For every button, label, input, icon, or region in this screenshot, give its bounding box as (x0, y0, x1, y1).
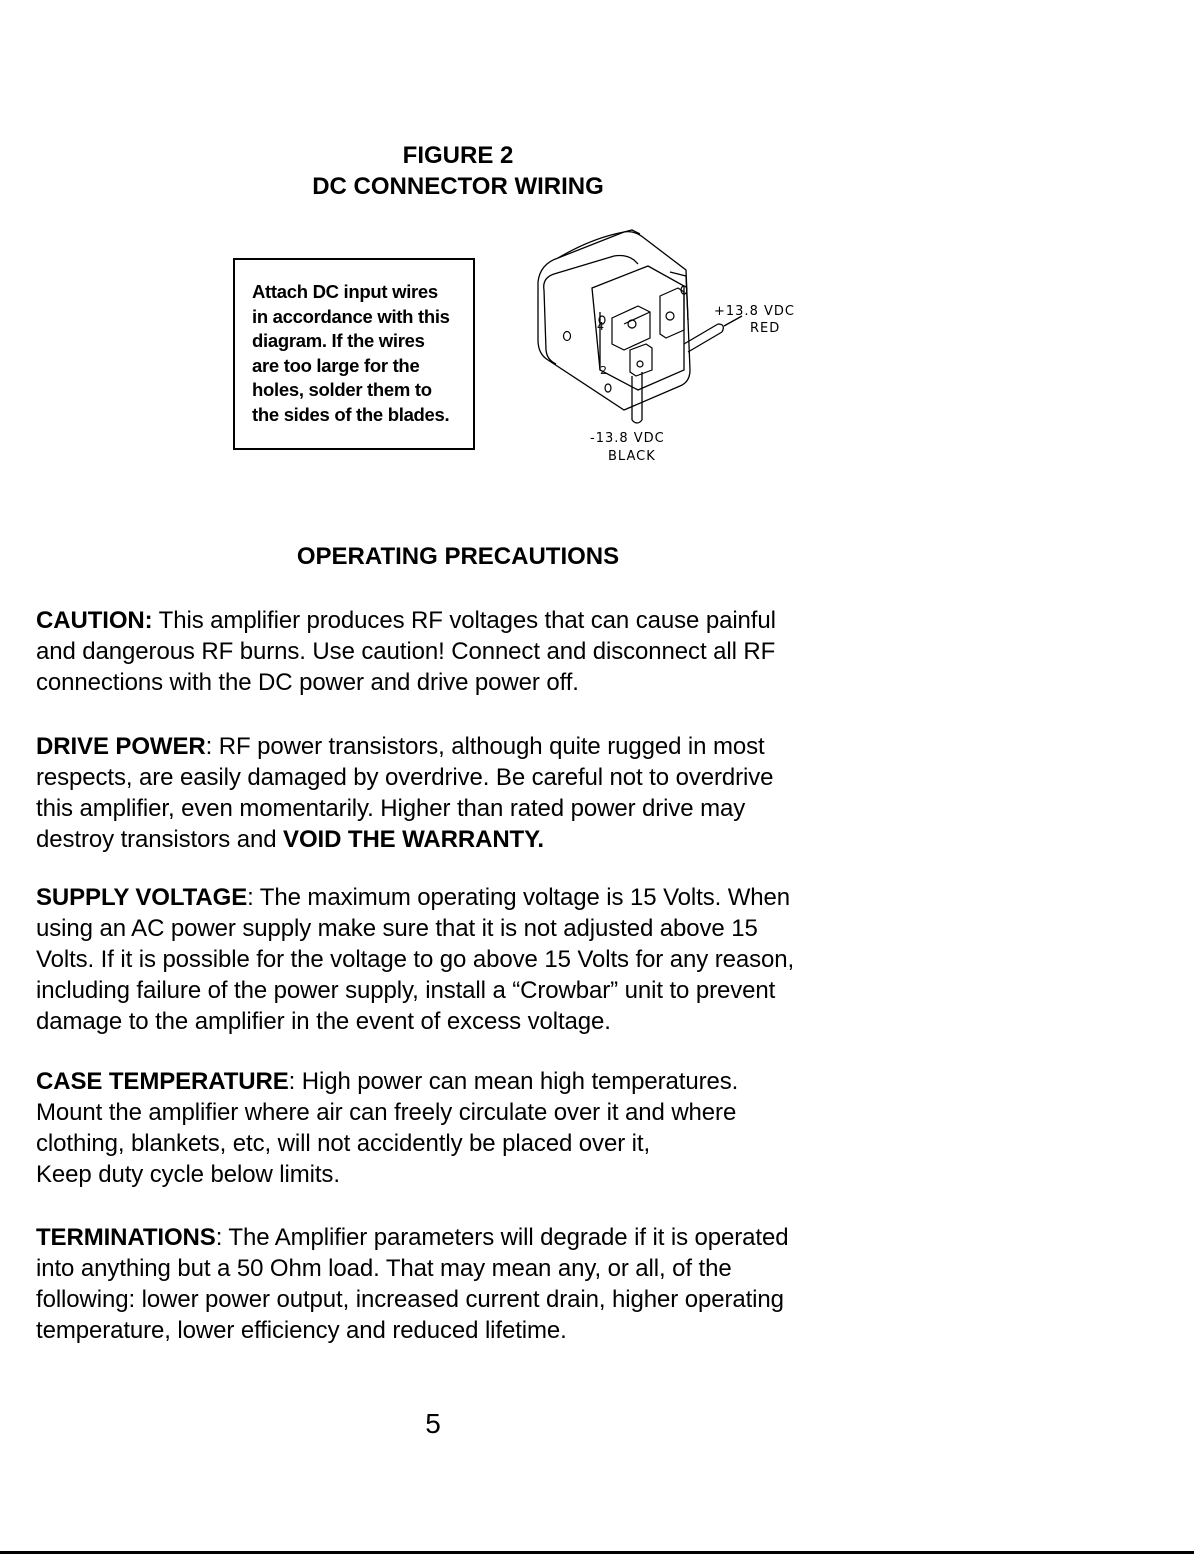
supply-voltage-paragraph: SUPPLY VOLTAGE: The maximum operating voltage is 15 Volts. When using an AC power supply make sure that it is not adjusted above 15 Volts. If it is possible for the voltage to go above 15 Volts for any reason, including failure of the power supply, install a “Crowbar” unit to prevent damage to the amplifier in the event of excess voltage. (36, 884, 795, 1035)
pin-4-label: 4 (597, 320, 605, 333)
case-temperature-label: CASE TEMPERATURE (36, 1068, 289, 1095)
warranty-emphasis: VOID THE WARRANTY. (283, 826, 544, 853)
pin-2-label: 2 (600, 364, 608, 377)
case-temperature-paragraph: CASE TEMPERATURE: High power can mean high temperatures. Mount the amplifier where air can freely circulate over it and where clothing, blankets, etc, will not accidently be placed over it, Keep duty cycle below limits. (36, 1068, 739, 1188)
negative-color-label: BLACK (608, 449, 656, 464)
supply-voltage-label: SUPPLY VOLTAGE (36, 884, 248, 911)
note-line: holes, solder them to (252, 379, 432, 400)
terminations-paragraph: TERMINATIONS: The Amplifier parameters will degrade if it is operated into anything but a 50 Ohm load. That may mean any, or all, of the following: lower power output, increased current drain, higher operating temperature, lower efficiency and reduced lifetime. (36, 1224, 789, 1344)
terminations-label: TERMINATIONS (36, 1224, 216, 1251)
dc-connector-diagram (520, 220, 820, 470)
drive-power-paragraph: DRIVE POWER: RF power transistors, although quite rugged in most respects, are easily damaged by overdrive. Be careful not to overdrive this amplifier, even momentarily. Higher than rated power drive may destroy transistors and VOID THE WARRANTY. (36, 733, 774, 853)
connector-housing (538, 230, 690, 410)
figure-number: FIGURE 2 (402, 142, 514, 169)
figure-title (0, 140, 916, 202)
wire-black (632, 372, 642, 423)
note-line: diagram. If the wires (252, 330, 425, 351)
note-line: are too large for the (252, 354, 420, 376)
caution-paragraph: CAUTION: This amplifier produces RF voltages that can cause painful and dangerous RF burns. Use caution! Connect and disconnect all RF connections with the DC power and drive power off. (36, 607, 776, 696)
figure-caption: DC CONNECTOR WIRING (312, 173, 604, 200)
page-number: 5 (425, 1408, 441, 1439)
note-line: the sides of the blades. (252, 403, 450, 425)
note-line: in accordance with this (252, 305, 450, 327)
positive-color-label: RED (750, 321, 781, 336)
bottom-rule (0, 1551, 1194, 1554)
positive-voltage-label: +13.8 VDC (714, 304, 795, 319)
drive-power-label: DRIVE POWER (36, 733, 206, 760)
negative-voltage-label: -13.8 VDC (590, 431, 665, 446)
wiring-note-box (233, 258, 475, 450)
caution-label: CAUTION: (36, 607, 153, 634)
section-heading: OPERATING PRECAUTIONS (296, 543, 620, 570)
note-line: Attach DC input wires (252, 281, 438, 302)
wire-red (684, 316, 742, 352)
